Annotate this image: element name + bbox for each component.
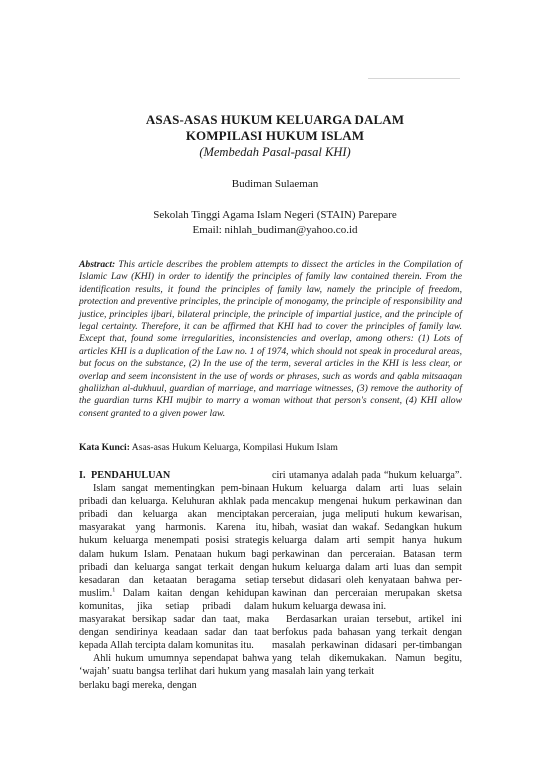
intro-paragraph-1-part-a: Islam sangat mementingkan pem-binaan pribadi dan keluarga. Keluhuran akhlak pada pribadi dan keluarga akan menciptakan masyarakat yang harmonis. Karena itu, hukum keluarga menempati posisi strategis dalam hukum Islam. Penataan hukum bagi pribadi dan keluarga sangat terkait dengan kesadaran dan ketaatan beragama setiap muslim. xyxy=(79,483,269,599)
institution: Sekolah Tinggi Agama Islam Negeri (STAIN) Parepare xyxy=(153,209,397,221)
intro-paragraph-2: Ahli hukum umumnya sependapat bahwa ‘wajah’ suatu bangsa terlihat dari hukum yang berlaku bagi mereka, dengan xyxy=(79,653,269,691)
header-rule xyxy=(368,78,460,79)
intro-paragraph-4: Berdasarkan uraian tersebut, artikel ini berfokus pada bahasan yang terkait dengan masalah perkawinan didasari per-timbangan yang telah dikemukakan. Namun begitu, masalah lain yang terkait xyxy=(272,614,462,678)
subtitle: (Membedah Pasal-pasal KHI) xyxy=(199,145,351,159)
section-number: I. xyxy=(79,470,86,481)
left-column xyxy=(79,469,269,692)
abstract-text: This article describes the problem attempts to dissect the articles in the Compilation of Islamic Law (KHI) in order to identify the principles of family law contained therein. From the identification results, it found the principles of family law, namely the principle of freedom, protection and preventive principles, the principle of monogamy, the principle of responsibility and justice, principles ijbari, bilateral principle, the principle of impartial justice, and the principle of legal certainty. Therefore, it can be affirmed that KHI had to cover the principles of family law. Except that, found some irregularities, inconsistencies and overlap, among others: (1) Lots of articles KHI is a duplication of the Law no. 1 of 1974, which should not speak in procedural areas, but focus on the substance, (2) In the use of the term, several articles in the KHI is less clear, or overlap and seem inconsistent in the use of words or phrases, such as words and qabla mitsaaqan ghaliizhan al-dukhuul, guardian of marriage, and marriage witnesses, (3) remove the authority of the guardian turns KHI mujbir to marry a woman without that person's consent, (4) KHI allow consent granted to a given power law. xyxy=(79,259,462,419)
title-line-1: ASAS-ASAS HUKUM KELUARGA DALAM xyxy=(145,112,405,127)
keywords-text: Asas-asas Hukum Keluarga, Kompilasi Hukum Islam xyxy=(131,442,338,453)
keywords xyxy=(79,442,479,454)
right-column xyxy=(272,469,462,679)
keywords-label: Kata Kunci: xyxy=(79,442,130,453)
author-email: Email: nihlah_budiman@yahoo.co.id xyxy=(192,224,358,236)
abstract-label: Abstract: xyxy=(79,259,116,270)
abstract xyxy=(79,259,462,420)
title-line-2: KOMPILASI HUKUM ISLAM xyxy=(185,128,365,143)
affiliation xyxy=(0,208,550,238)
footnote-marker[interactable]: 1 xyxy=(112,586,116,594)
section-title: PENDAHULUAN xyxy=(91,470,171,481)
author-name: Budiman Sulaeman xyxy=(231,178,319,190)
intro-paragraph-3: ciri utamanya adalah pada “hukum keluarga”. Hukum keluarga dalam arti luas selain mencakup mengenai hukum perkawinan dan perceraian, juga meliputi hukum kewarisan, hibah, wasiat dan wakaf. Sedangkan hukum keluarga dalam arti sempit hanya hukum perkawinan dan perceraian. Batasan term hukum keluarga dalam arti luas dan sempit tersebut didasari oleh kenyataan bahwa per-kawinan dan perceraian merupakan sketsa hukum keluarga dewasa ini. xyxy=(272,470,462,612)
section-heading xyxy=(79,469,269,482)
paper-title xyxy=(0,112,550,160)
intro-paragraph-1 xyxy=(79,482,269,652)
intro-paragraph-1-part-b: Dalam kaitan dengan kehidupan komunitas, jika setiap pribadi dalam masyarakat bersikap sadar dan taat, maka dengan sendirinya keadaan sadar dan taat kepada Allah tercipta dalam komunitas itu. xyxy=(79,587,269,652)
